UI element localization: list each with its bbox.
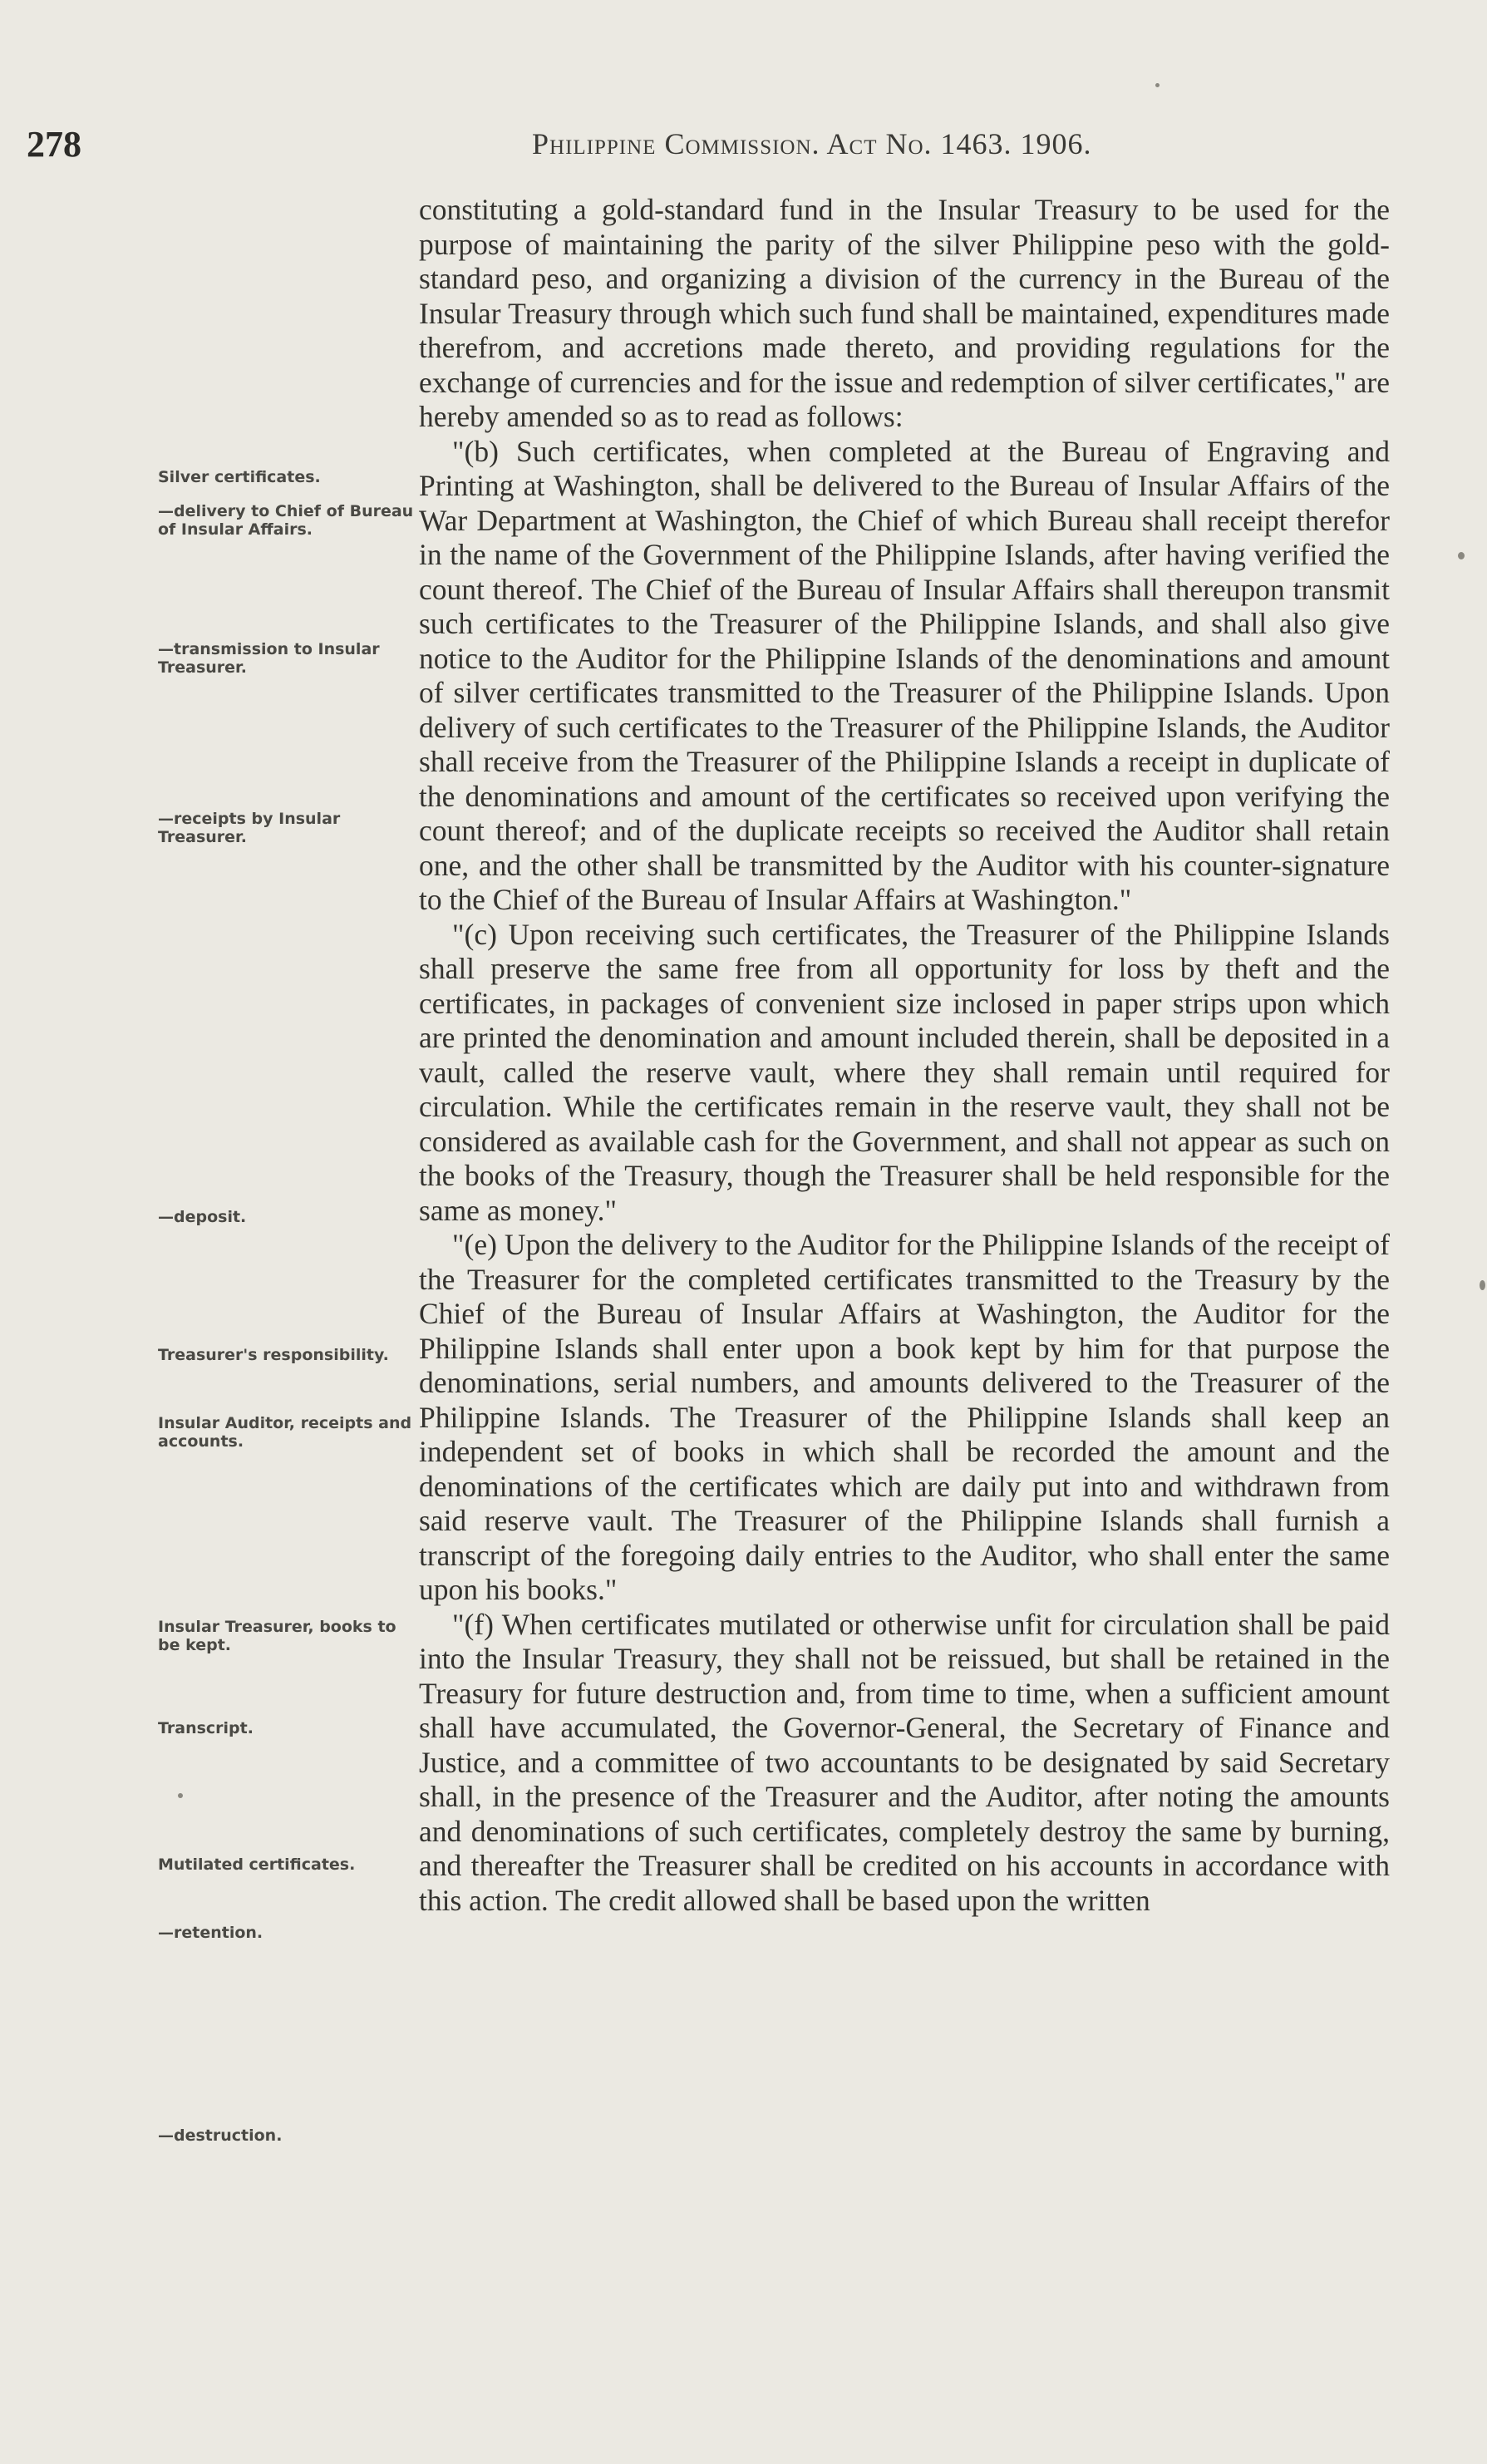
- margin-note-destruction: —destruction.: [158, 2126, 283, 2145]
- running-head: Philippine Commission. Act No. 1463. 1906.: [532, 127, 1092, 160]
- scan-speck: [178, 1793, 183, 1798]
- body-text: [419, 193, 1390, 1918]
- page-number: 278: [27, 124, 81, 165]
- margin-note-transmission: —transmission to Insular Treasurer.: [158, 640, 380, 677]
- margin-note-silver-certificates: Silver certificates.: [158, 468, 321, 486]
- paragraph-f: "(f) When certificates mutilated or otherwise unfit for circulation shall be paid into the Insular Treasury, they shall not be reissued, but shall be retained in the Treasury for future destruction and, from time to time, when a sufficient amount shall have accumulated, the Governor-General, the Secretary of Finance and Justice, and a committee of two accountants to be designated by said Secretary shall, in the presence of the Treasurer and the Auditor, after noting the amounts and denominations of such certificates, completely destroy the same by burning, and thereafter the Treasurer shall be credited on his accounts in accordance with this action. The credit allowed shall be based upon the written: [419, 1607, 1390, 1917]
- paragraph-intro: constituting a gold-standard fund in the Insular Treasury to be used for the purpose of maintaining the parity of the silver Philippine peso with the gold-standard peso, and organizing a division of the currency in the Bureau of the Insular Treasury through which such fund shall be maintained, expenditures made therefrom, and accretions made thereto, and providing regulations for the exchange of currencies and for the issue and redemption of silver certificates," are hereby amended so as to read as follows:: [419, 193, 1390, 433]
- margin-note-insular-treasurer-books: Insular Treasurer, books to be kept.: [158, 1618, 396, 1654]
- margin-note-transcript: Transcript.: [158, 1719, 254, 1737]
- margin-note-mutilated-certificates: Mutilated certificates.: [158, 1855, 356, 1874]
- margin-note-retention: —retention.: [158, 1924, 263, 1942]
- scan-speck: [1480, 1280, 1485, 1290]
- scan-speck: [1155, 83, 1160, 87]
- margin-note-deposit: —deposit.: [158, 1208, 247, 1226]
- margin-note-receipts: —receipts by Insular Treasurer.: [158, 810, 341, 846]
- margin-note-delivery: —delivery to Chief of Bureau of Insular Affairs.: [158, 502, 414, 539]
- paragraph-e: "(e) Upon the delivery to the Auditor for the Philippine Islands of the receipt of the Treasurer for the completed certificates transmitted to the Treasury by the Chief of the Bureau of Insular Affairs at Washington, the Auditor for the Philippine Islands shall enter upon a book kept by him for that purpose the denominations, serial numbers, and amounts delivered to the Treasurer of the Philippine Islands. The Treasurer of the Philippine Islands shall keep an independent set of books in which shall be recorded the amount and the denominations of the certificates which are daily put into and withdrawn from said reserve vault. The Treasurer of the Philippine Islands shall furnish a transcript of the foregoing daily entries to the Auditor, who shall enter the same upon his books.": [419, 1228, 1390, 1606]
- paragraph-b: "(b) Such certificates, when completed at the Bureau of Engraving and Printing at Washington, shall be delivered to the Bureau of Insular Affairs of the War Department at Washington, the Chief of which Bureau shall receipt therefor in the name of the Government of the Philippine Islands, after having verified the count thereof. The Chief of the Bureau of Insular Affairs shall thereupon transmit such certificates to the Treasurer of the Philippine Islands, and shall also give notice to the Auditor for the Philippine Islands of the denominations and amount of silver certificates transmitted to the Treasurer of the Philippine Islands. Upon delivery of such certificates to the Treasurer of the Philippine Islands, the Auditor shall receive from the Treasurer of the Philippine Islands a receipt in duplicate of the denominations and amount of the certificates so received upon verifying the count thereof; and of the duplicate receipts so received the Auditor shall retain one, and the other shall be transmitted by the Auditor with his counter-signature to the Chief of the Bureau of Insular Affairs at Washington.": [419, 434, 1390, 916]
- margin-note-treasurer-responsibility: Treasurer's responsibility.: [158, 1346, 389, 1364]
- scan-speck: [1458, 552, 1465, 559]
- paragraph-c: "(c) Upon receiving such certificates, the Treasurer of the Philippine Islands shall preserve the same free from all opportunity for loss by theft and the certificates, in packages of convenient size inclosed in paper strips upon which are printed the denomination and amount included therein, shall be deposited in a vault, called the reserve vault, where they shall remain until required for circulation. While the certificates remain in the reserve vault, they shall not be considered as available cash for the Government, and shall not appear as such on the books of the Treasury, though the Treasurer shall be held responsible for the same as money.": [419, 917, 1390, 1227]
- margin-note-insular-auditor: Insular Auditor, receipts and accounts.: [158, 1414, 412, 1451]
